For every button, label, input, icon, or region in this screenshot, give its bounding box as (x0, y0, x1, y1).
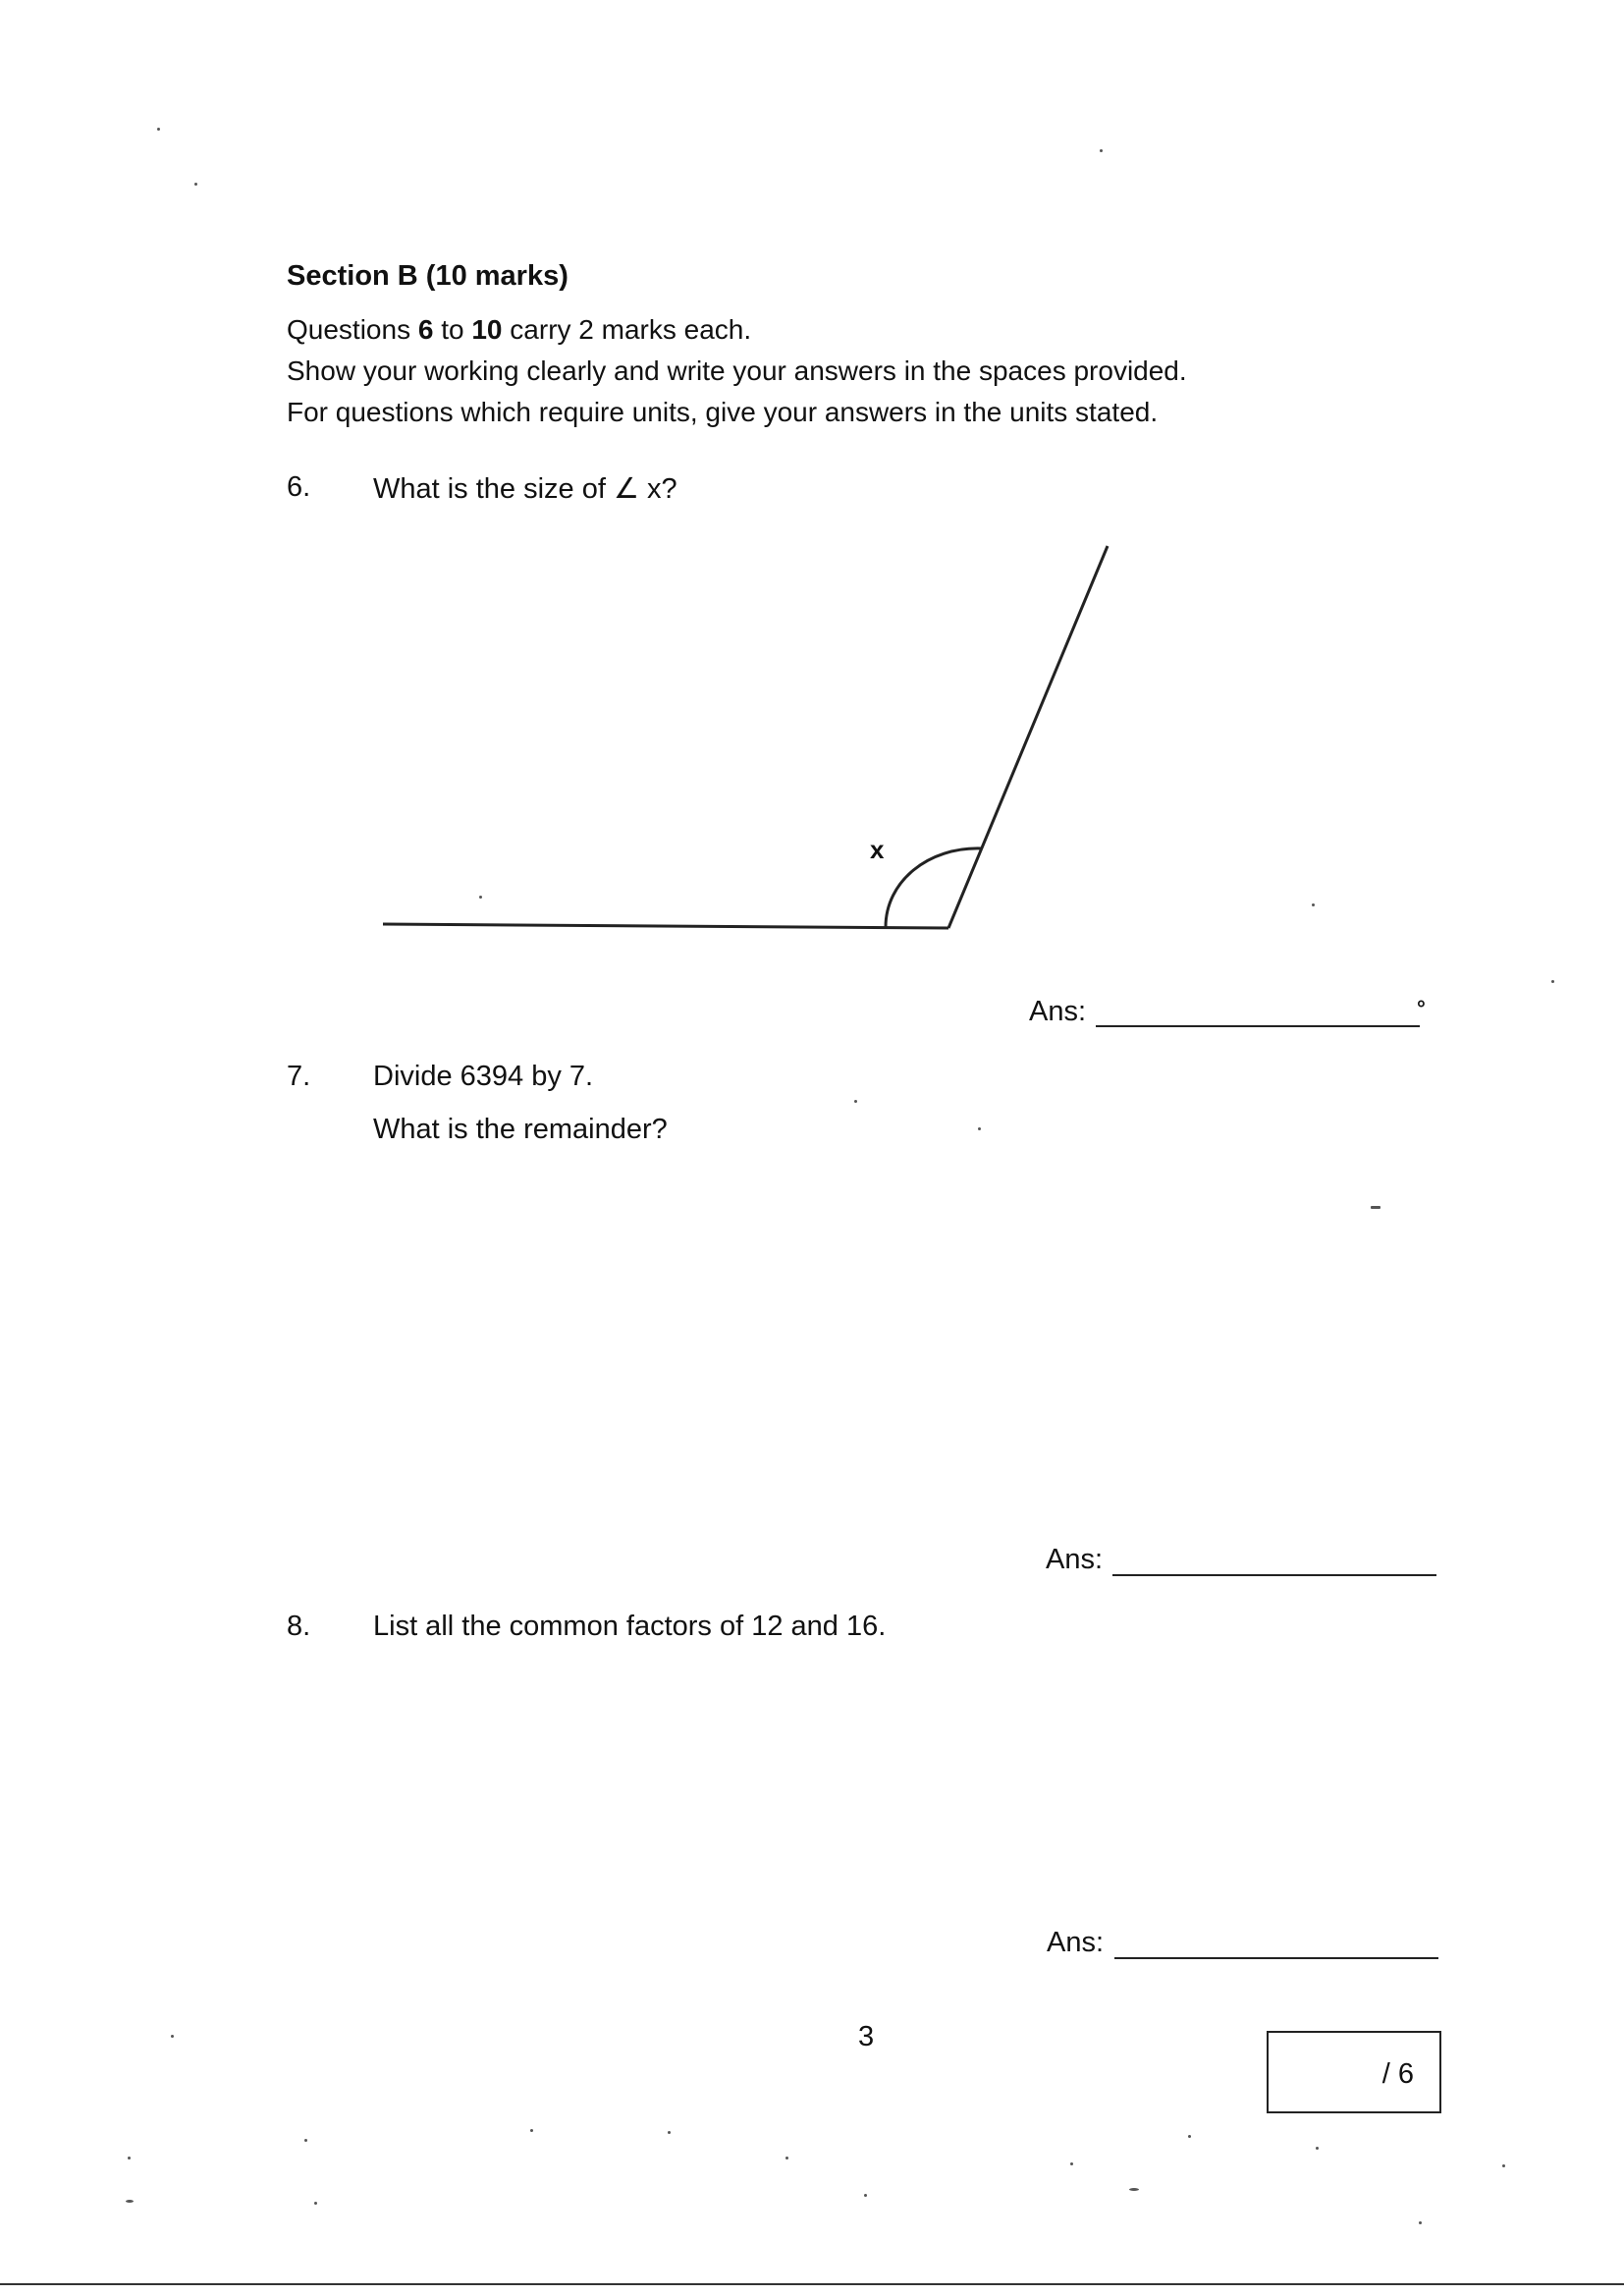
question-7-number: 7. (287, 1061, 311, 1092)
bottom-rule (0, 2283, 1624, 2285)
question-7-ans-label: Ans: (1046, 1544, 1104, 1575)
score-box (1267, 2031, 1441, 2113)
question-8-text: List all the common factors of 12 and 16. (373, 1611, 887, 1642)
angle-arc (886, 848, 982, 927)
angle-diagram (0, 0, 1624, 982)
question-7-answer-line[interactable] (1112, 1574, 1436, 1576)
question-8-answer-line[interactable] (1114, 1957, 1438, 1959)
instruction-marks: Questions 6 to 10 carry 2 marks each. (287, 314, 752, 345)
question-7-text: Divide 6394 by 7. (373, 1061, 594, 1092)
question-6-number: 6. (287, 471, 311, 503)
degree-symbol: ° (1417, 996, 1426, 1020)
angle-base-ray (383, 924, 948, 928)
question-8-ans-label: Ans: (1047, 1927, 1105, 1958)
question-8-number: 8. (287, 1611, 311, 1642)
question-6-answer-line[interactable] (1096, 1025, 1420, 1027)
instruction-units: For questions which require units, give your answers in the units stated. (287, 397, 1159, 427)
angle-slanted-ray (948, 546, 1108, 928)
page-number: 3 (858, 2021, 875, 2052)
section-title: Section B (10 marks) (287, 260, 568, 292)
question-7-subtext: What is the remainder? (373, 1114, 668, 1145)
score-text: / 6 (1381, 2058, 1414, 2090)
angle-label-x: x (870, 835, 885, 864)
question-6-ans-label: Ans: (1029, 996, 1087, 1027)
question-6-text: What is the size of ∠ x? (373, 473, 677, 505)
instruction-working: Show your working clearly and write your answers in the spaces provided. (287, 355, 1187, 386)
